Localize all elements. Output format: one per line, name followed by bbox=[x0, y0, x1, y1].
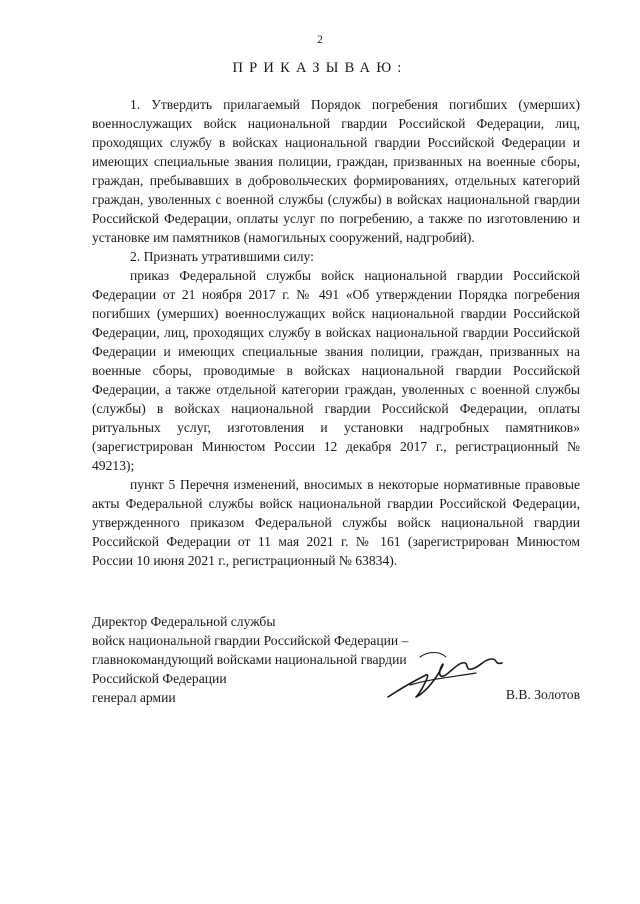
paragraph-repealed-item-2021: пункт 5 Перечня изменений, вносимых в некоторые нормативные правовые акты Федеральной службы войск национальной гвардии Российской Федерации, утвержденного приказом Федеральной службы войск национальной гвардии Российской Федерации от 11 мая 2021 г. № 161 (зарегистрирован Минюстом России 10 июня 2021 г., регистрационный № 63834). bbox=[92, 477, 580, 568]
paragraph-approve: 1. Утвердить прилагаемый Порядок погребения погибших (умерших) военнослужащих войск национальной гвардии Российской Федерации, лиц, проходящих службу в войсках национальной гвардии Российской Федерации и имеющих специальные звания полиции, граждан, призванных на военные сборы, граждан, пребывавших в добровольческих формированиях, отдельных категорий граждан, уволенных с военной службы (службы) в войсках национальной гвардии Российской Федерации, оплаты услуг по погребению, а также по изготовлению и установке им памятников (намогильных сооружений, надгробий). bbox=[92, 97, 580, 245]
signatory-title-line-1: Директор Федеральной службы bbox=[92, 614, 276, 629]
signatory-rank: генерал армии bbox=[92, 690, 176, 705]
signatory-title-line-3: главнокомандующий войсками национальной гвардии bbox=[92, 652, 407, 667]
page-number: 2 bbox=[317, 34, 323, 46]
order-heading: ПРИКАЗЫВАЮ: bbox=[232, 60, 408, 76]
paragraph-repeal-intro: 2. Признать утратившими силу: bbox=[130, 249, 314, 264]
signatory-title-line-2: войск национальной гвардии Российской Федерации – bbox=[92, 633, 409, 648]
signatory-name: В.В. Золотов bbox=[505, 687, 580, 702]
handwritten-signature bbox=[380, 645, 510, 705]
paragraph-repealed-order-2017: приказ Федеральной службы войск национальной гвардии Российской Федерации от 21 ноября 2017 г. № 491 «Об утверждении Порядка погребения погибших (умерших) военнослужащих войск национальной гвардии Российской Федерации, лиц, проходящих службу в войсках национальной гвардии Российской Федерации и имеющих специальные звания полиции, граждан, призванных на военные сборы, проводимые в войсках национальной гвардии Российской Федерации, а также отдельной категории граждан, уволенных с военной службы (службы) в войсках национальной гвардии Российской Федерации, оплаты ритуальных услуг, изготовления и установки надгробных памятников» (зарегистрирован Минюстом России 12 декабря 2017 г., регистрационный № 49213); bbox=[92, 268, 580, 473]
signatory-title-line-4: Российской Федерации bbox=[92, 671, 227, 686]
order-body bbox=[92, 95, 580, 570]
